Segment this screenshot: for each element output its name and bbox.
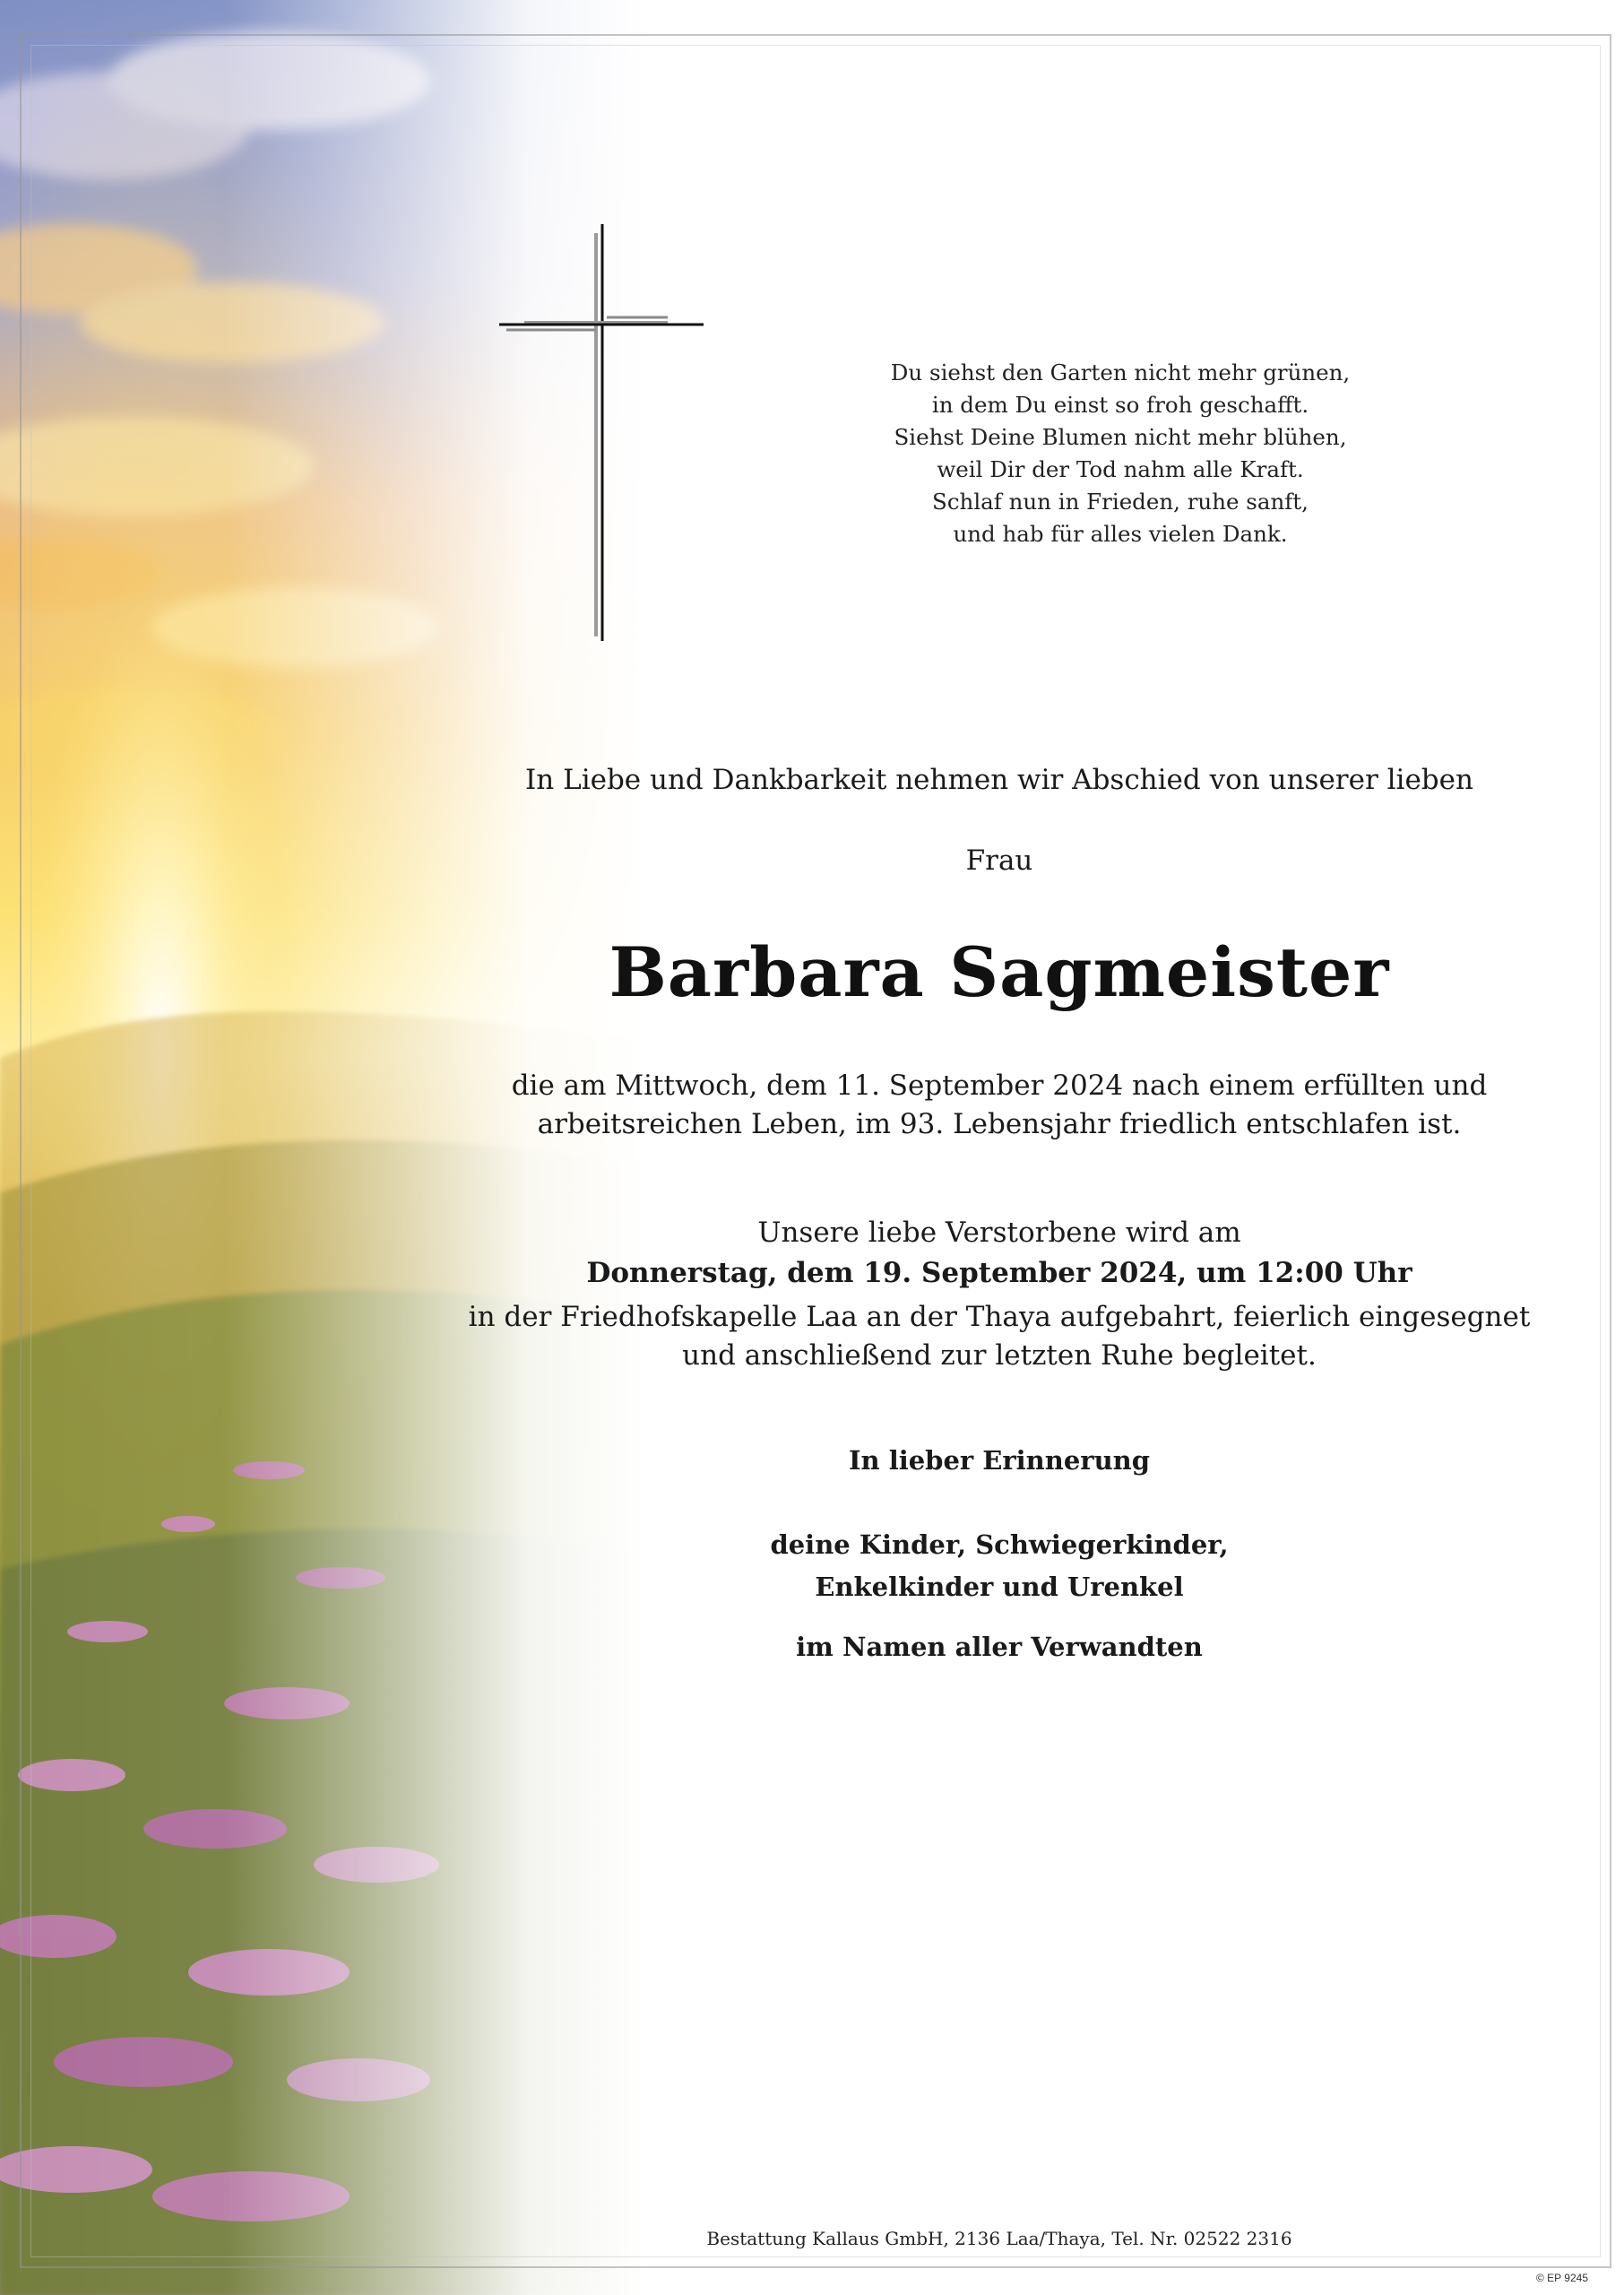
poem-line: und hab für alles vielen Dank. (953, 521, 1288, 547)
funeral-date: Donnerstag, dem 19. September 2024, um 12:00 Uhr (586, 1257, 1412, 1289)
deceased-name: Barbara Sagmeister (609, 932, 1390, 1012)
poem-line: Du siehst den Garten nicht mehr grünen, (890, 359, 1351, 385)
salutation: Frau (965, 844, 1033, 877)
death-line: arbeitsreichen Leben, im 93. Lebensjahr friedlich entschlafen ist. (537, 1108, 1462, 1140)
family-line: deine Kinder, Schwiegerkinder, (770, 1529, 1229, 1560)
funeral-place (430, 1298, 1568, 1375)
poem-line: Siehst Deine Blumen nicht mehr blühen, (894, 424, 1347, 450)
poem-line: weil Dir der Tod nahm alle Kraft. (937, 456, 1304, 482)
funeral-lead: Unsere liebe Verstorbene wird am (757, 1217, 1241, 1249)
death-line: die am Mittwoch, dem 11. September 2024 nach einem erfüllten und (511, 1070, 1488, 1102)
family-signature (430, 1524, 1568, 1608)
funeral-place-line: und anschließend zur letzten Ruhe begleitet. (682, 1339, 1317, 1372)
funeral-place-line: in der Friedhofskapelle Laa an der Thaya aufgebahrt, feierlich eingesegnet (468, 1301, 1531, 1333)
poem-line: Schlaf nun in Frieden, ruhe sanft, (932, 489, 1309, 515)
cross-icon (488, 224, 713, 645)
memory-heading: In lieber Erinnerung (848, 1445, 1151, 1476)
relatives-signature: im Namen aller Verwandten (796, 1632, 1203, 1662)
farewell-intro: In Liebe und Dankbarkeit nehmen wir Abschied von unserer lieben (525, 764, 1473, 796)
death-statement (430, 1067, 1568, 1144)
poem-line: in dem Du einst so froh geschafft. (931, 392, 1309, 418)
undertaker-footer: Bestattung Kallaus GmbH, 2136 Laa/Thaya, Tel. Nr. 02522 2316 (706, 2228, 1292, 2249)
print-code: © EP 9245 (1536, 2272, 1588, 2284)
family-line: Enkelkinder und Urenkel (815, 1572, 1184, 1602)
poem (842, 357, 1398, 550)
